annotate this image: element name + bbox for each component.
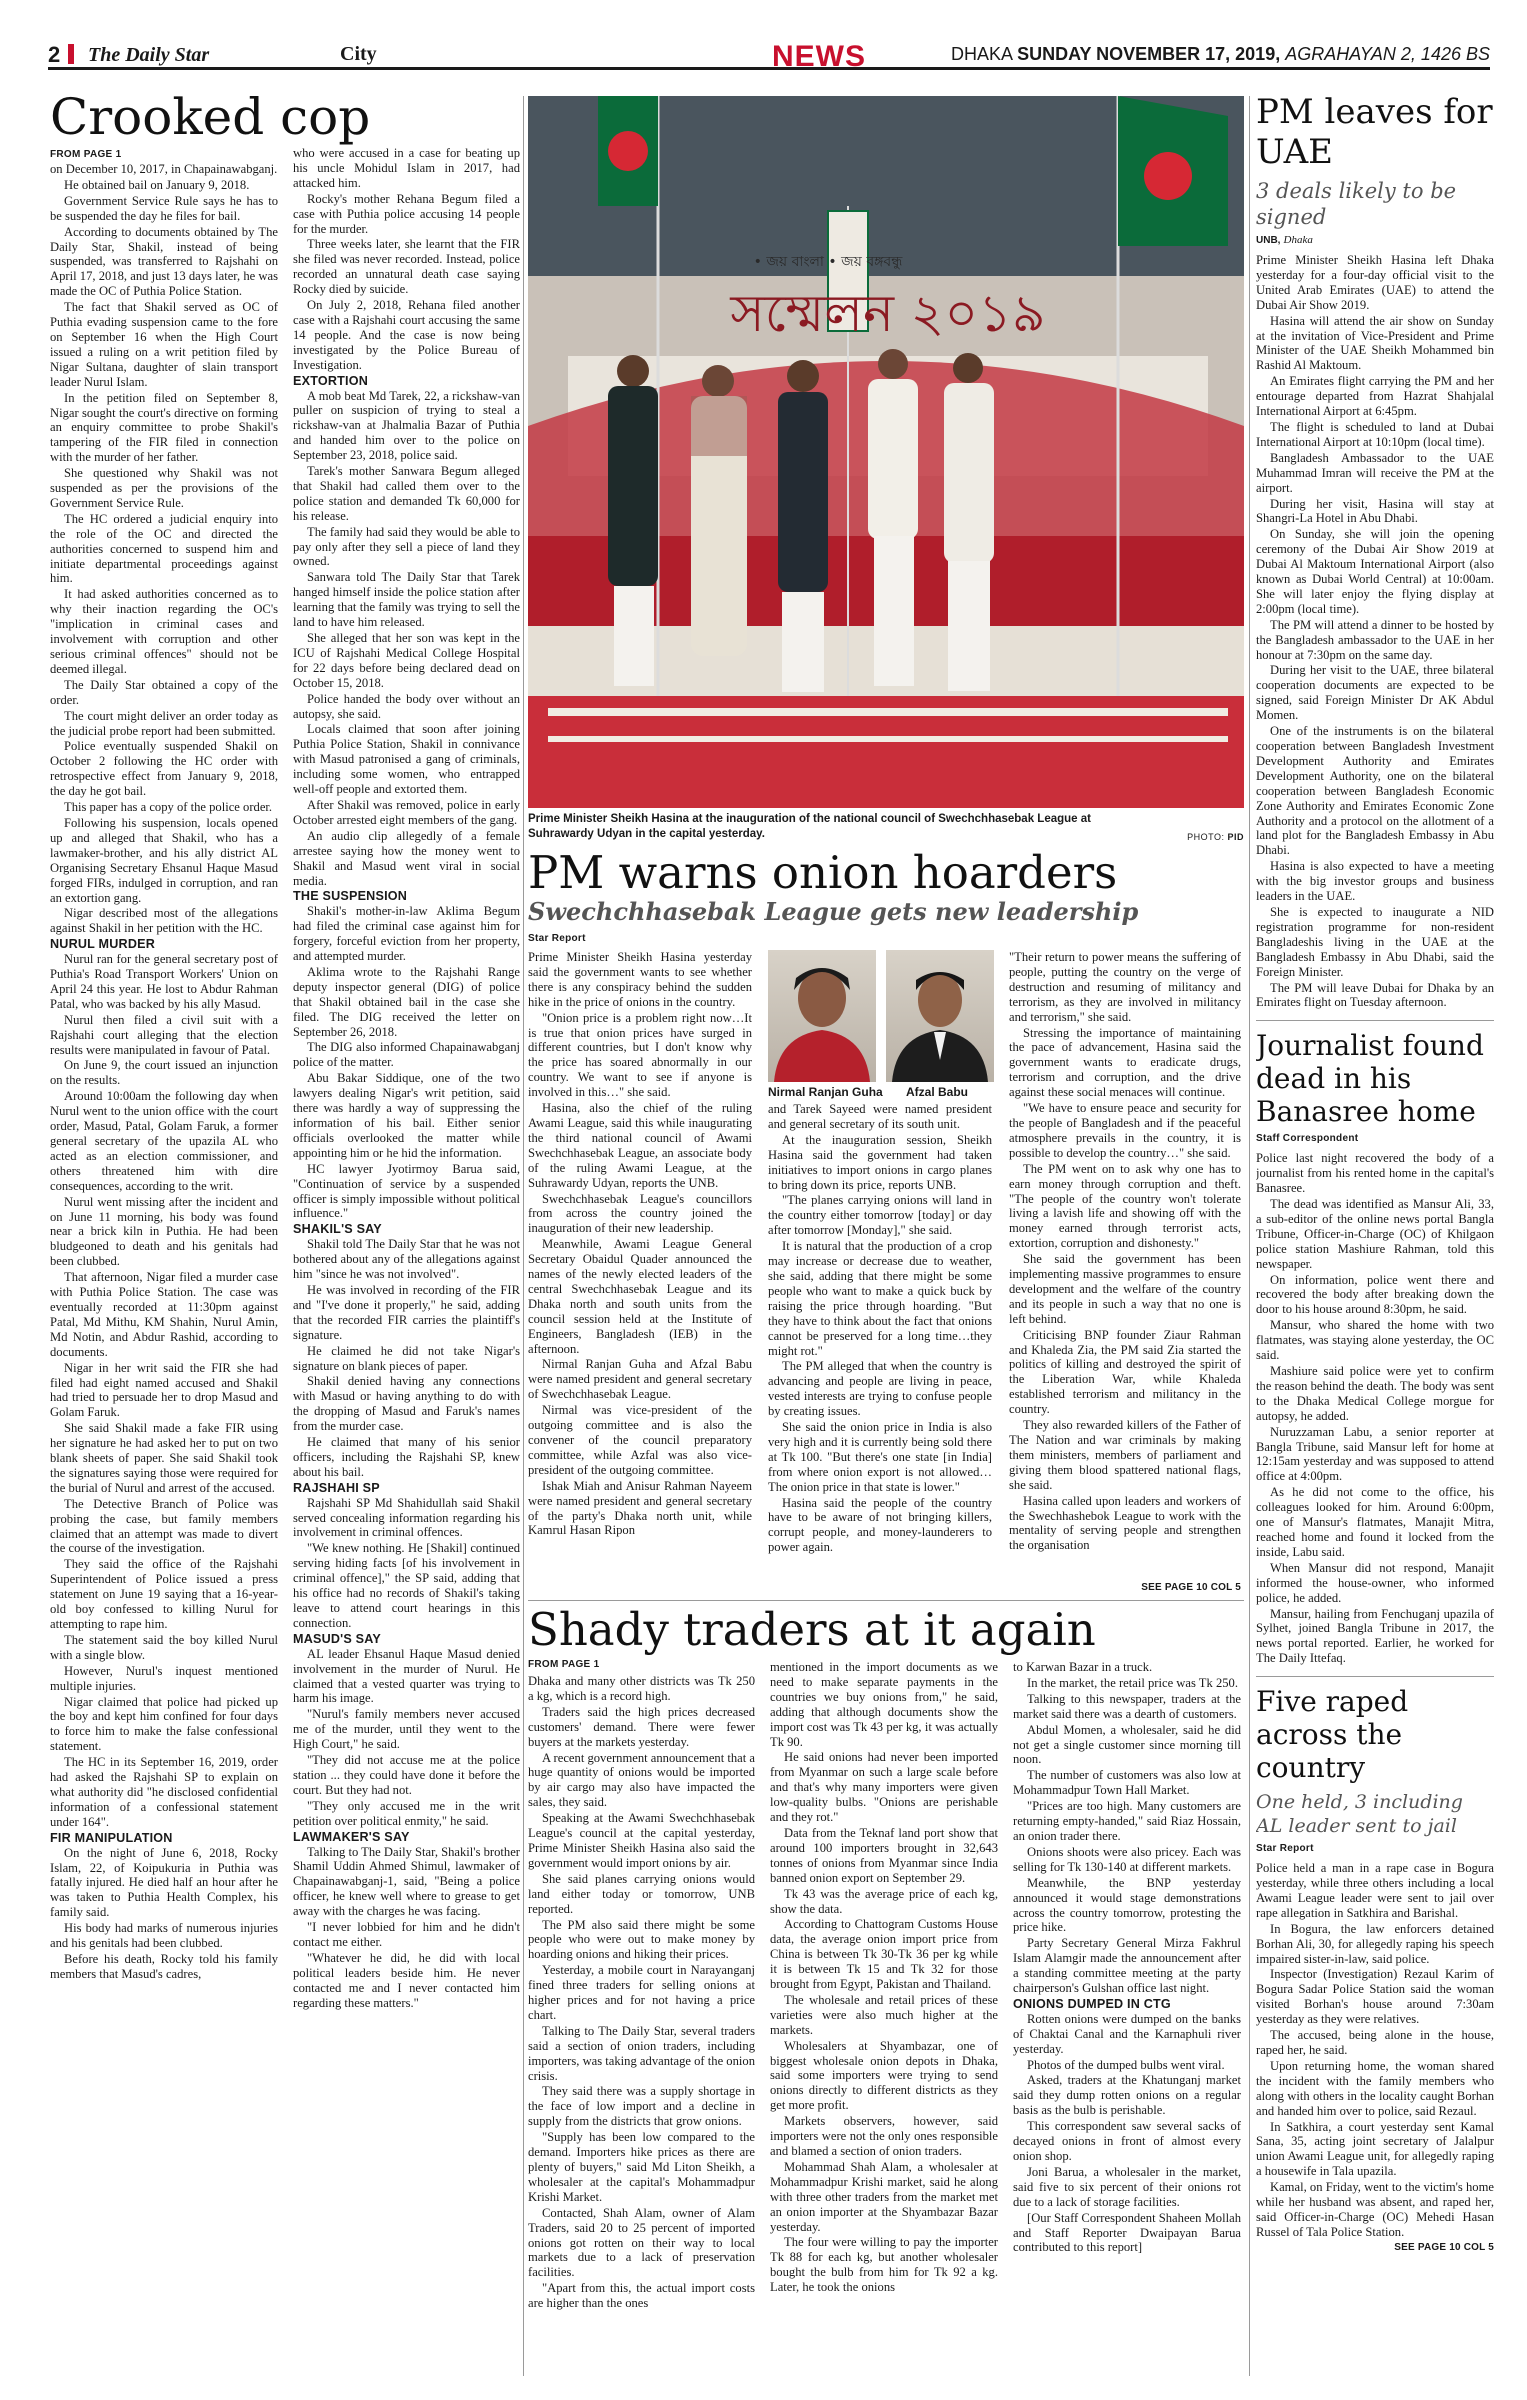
lead-photo xyxy=(528,96,1244,808)
paragraph: They said there was a supply shortage in the face of low import and a decline in supply from the districts that grow onions. xyxy=(528,2084,755,2129)
byline-agency: UNB, xyxy=(1256,235,1281,246)
paragraph: Sanwara told The Daily Star that Tarek hanged himself inside the police station after learning that the family was trying to sell the land to have him released. xyxy=(293,570,520,630)
paragraph: Hasina, also the chief of the ruling Awami League, said this while inaugurating the third national council of Awami Swechchhasebak League, an associate body of the ruling Awami League, at the Suhrawardy Udyan, reports the UNB. xyxy=(528,1101,752,1190)
paragraph: "We knew nothing. He [Shakil] continued serving hiding facts [of his involvement in criminal offence]," the SP said, adding that his office had no records of Shakil's taking leave to attend court hearings in this connection. xyxy=(293,1541,520,1630)
paragraph: Mashiure said police were yet to confirm the reason behind the death. The body was sent to the Dhaka Medical College morgue for autopsy, he added. xyxy=(1256,1364,1494,1423)
headline-journalist: Journalist found dead in his Banasree home xyxy=(1256,1029,1484,1129)
shady-story-head xyxy=(528,1604,1244,1664)
paragraph: The fact that Shakil served as OC of Puthia evading suspension came to the fore on September 16 when the High Court issued a ruling on a writ petition filed by Nigar Sultana, daughter of slain transport leader Nurul Islam. xyxy=(50,300,278,389)
paragraph: Hasina will attend the air show on Sunday at the invitation of Vice-President and Prime Minister of the UAE Sheikh Mohammed bin Rashid Al Maktoum. xyxy=(1256,313,1494,373)
paragraph: to Karwan Bazar in a truck. xyxy=(1013,1660,1153,1674)
paragraph: Police eventually suspended Shakil on October 2 following the HC order with retrospective effect from January 9, 2018, the day he got bail. xyxy=(50,739,278,799)
paragraph: Three weeks later, she learnt that the FIR she filed was never recorded. Instead, police recorded an unnatural death case saying Rocky died by suicide. xyxy=(293,237,520,297)
paragraph: They also rewarded killers of the Father of The Nation and war criminals by making them ministers, members of parliament and giving them blood spattered national flags, she said. xyxy=(1009,1418,1241,1492)
deck-raped: One held, 3 including AL leader sent to jail xyxy=(1256,1791,1463,1838)
paragraph: During her visit to the UAE, three bilateral cooperation documents are expected to be signed, said Foreign Minister Dr AK Abdul Momen. xyxy=(1256,663,1494,723)
shady-column-2 xyxy=(770,1660,998,2376)
paragraph: At the inauguration session, Sheikh Hasina said the government had taken initiatives to import onions in cargo planes to bring down its price, reports UNB. xyxy=(768,1132,992,1192)
paragraph: on December 10, 2017, in Chapainawabganj. xyxy=(50,162,278,176)
paragraph: Aklima wrote to the Rajshahi Range deputy inspector general (DIG) of police that Shakil obtained bail in the case she filed. The DIG received the letter on September 26, 2018. xyxy=(293,964,520,1039)
paragraph: The family had said they would be able to pay only after they sell a piece of land they owned. xyxy=(293,524,520,569)
paragraph: Mansur, hailing from Fenchuganj upazila of Sylhet, joined Bangla Tribune in 2017, the news portal reported. Earlier, he worked for The Daily Ittefaq. xyxy=(1256,1606,1494,1666)
paragraph: However, Nurul's inquest mentioned multiple injuries. xyxy=(50,1663,278,1693)
paragraph: AL leader Ehsanul Haque Masud denied involvement in the murder of Nurul. He claimed that a vested quarter was trying to harm his image. xyxy=(293,1646,520,1706)
paragraph: An Emirates flight carrying the PM and her entourage departed from Hazrat Shahjalal International Airport at 6:45pm. xyxy=(1256,374,1494,419)
uae-body xyxy=(1256,253,1494,1010)
photo-caption xyxy=(528,812,1244,842)
section-subhead: MASUD'S SAY xyxy=(293,1631,382,1646)
paragraph: Mansur, who shared the home with two flatmates, was staying alone yesterday, the OC said. xyxy=(1256,1318,1494,1363)
paragraph: Nuruzzaman Labu, a senior reporter at Bangla Tribune, said Mansur left for home at 12:15am yesterday and was supposed to attend office at 4:00pm. xyxy=(1256,1424,1494,1484)
paragraph: "Supply has been low compared to the demand. Importers hike prices as there are plenty of buyers," said Md Liton Sheikh, a wholesaler at the capital's Mohammadpur Krishi Market. xyxy=(528,2130,755,2204)
paragraph: Talking to The Daily Star, several traders said a section of onion traders, including importers, was taking advantage of the onion crisis. xyxy=(528,2023,755,2083)
paragraph: This correspondent saw several sacks of decayed onions in front of almost every onion shop. xyxy=(1013,2119,1241,2163)
paragraph: Tk 43 was the average price of each kg, show the data. xyxy=(770,1886,998,1916)
paragraph: On the night of June 6, 2018, Rocky Islam, 22, of Koipukuria in Puthia was fatally injured. He died half an hour after he was taken to Puthia Health Complex, his family said. xyxy=(50,1845,278,1920)
paragraph: In the market, the retail price was Tk 250. xyxy=(1027,1675,1238,1690)
paragraph: Asked, traders at the Khatunganj market said they dump rotten onions on a regular basis as the bulb is perishable. xyxy=(1013,2073,1241,2118)
paragraph: Talking to this newspaper, traders at the market said there was a dearth of customers. xyxy=(1013,1691,1241,1721)
onion-column-2 xyxy=(768,1102,992,1594)
headline-shady: Shady traders at it again xyxy=(528,1604,1096,1656)
paragraph: Party Secretary General Mirza Fakhrul Islam Alamgir made the announcement after a standing committee meeting at the party chairperson's Gulshan office last night. xyxy=(1013,1936,1241,1996)
raped-jump-link[interactable]: SEE PAGE 10 COL 5 xyxy=(1394,2241,1494,2253)
paragraph: Stressing the importance of maintaining the pace of advancement, Hasina said the government wants to eradicate drugs, terrorism and corruption, and the drive against these social menaces will continue. xyxy=(1009,1025,1241,1100)
paragraph: Abu Bakar Siddique, one of the two lawyers dealing Nigar's writ petition, said there was hardly a way of suppressing the information of his bail. Either senior officials overlooked the matter while appointing him or he hid the information. xyxy=(293,1071,520,1160)
paragraph: who were accused in a case for beating up his uncle Mohidul Islam in 2017, had attacked him. xyxy=(293,146,520,190)
paragraph: The PM will attend a dinner to be hosted by the Bangladesh ambassador to the UAE in her honour at 7:30pm on the same day. xyxy=(1256,617,1494,662)
paragraph: She said Shakil made a fake FIR using her signature he had asked her to put on two blank sheets of paper. She said Shakil took the signatures saying those were required for the burial of Nurul and arrest of the accused. xyxy=(50,1421,278,1495)
shady-column-1 xyxy=(528,1674,755,2376)
portrait-name-1: Nirmal Ranjan Guha xyxy=(768,1085,883,1099)
paragraph: It is natural that the production of a crop may increase or decrease due to weather, she said, adding that there might be some people who want to make a quick buck by raising the price through hoarding. "But they have to think about the fact that onions cannot be preserved for a long time…they might rot." xyxy=(768,1239,992,1358)
paragraph: That afternoon, Nigar filed a murder case with Puthia Police Station. The case was eventually recorded at 11:30pm against Patal, Md Mithu, KM Shahin, Nurul Amin, Md Notin, and Abdur Rashid, according to documents. xyxy=(50,1270,278,1359)
section-rule xyxy=(1256,1020,1494,1021)
banner-sub-text: • জয় বাংলা • জয় বঙ্গবন্ধু xyxy=(753,254,903,270)
paragraph: Police held a man in a rape case in Bogura yesterday, while three others including a local Awami League leader were sent to jail over rape allegation in Satkhira and Barishal. xyxy=(1256,1861,1494,1920)
paragraph: According to documents obtained by The Daily Star, Shakil, instead of being suspended, was transferred to Rajshahi on April 17, 2018, and just 13 days later, he was made the OC of Puthia Police Station. xyxy=(50,224,278,299)
paragraph: She said the government has been implementing massive programmes to ensure development and the welfare of the country and its people in such a way that no one is left behind. xyxy=(1009,1252,1241,1326)
paragraph: It had asked authorities concerned as to why their inaction regarding the OC's "implication in criminal cases and involvement with corruption and other serious criminal offences" should not be deemed illegal. xyxy=(50,587,278,676)
credit-source: PID xyxy=(1227,832,1244,842)
date-main: SUNDAY NOVEMBER 17, 2019, xyxy=(1017,44,1281,64)
right-rail xyxy=(1256,92,1494,2382)
paragraph: Contacted, Shah Alam, owner of Alam Traders, said 20 to 25 percent of imported onions got rotten on their way to local markets due to a lack of preservation facilities. xyxy=(528,2205,755,2280)
paragraph: She alleged that her son was kept in the ICU of Rajshahi Medical College Hospital for 22 days before being declared dead on October 15, 2018. xyxy=(293,631,520,690)
paragraph: Nurul went missing after the incident and on June 11 morning, his body was found near a brick kiln in Puthia. He had been bludgeoned to death and his genitals had been clubbed. xyxy=(50,1194,278,1269)
paragraph: "I never lobbied for him and he didn't contact me either. xyxy=(293,1920,520,1949)
paragraph: The Daily Star obtained a copy of the order. xyxy=(50,677,278,707)
paragraph: Nirmal Ranjan Guha and Afzal Babu were named president and general secretary of Swechchhasebak League. xyxy=(528,1357,752,1402)
news-label: NEWS xyxy=(772,40,866,73)
paragraph: She said the onion price in India is also very high and it is currently being sold there at Tk 100. "But there's one state [in India] from where onion export is not allowed…The onion price in that state is lower." xyxy=(768,1420,992,1494)
paragraph: The number of customers was also low at Mohammadpur Town Hall Market. xyxy=(1013,1768,1241,1798)
paragraph: Nigar in her writ said the FIR she had filed had eight named accused and Shakil had tried to persuade her to drop Masud and Golam Faruk. xyxy=(50,1360,278,1420)
paragraph: After Shakil was removed, police in early October arrested eight members of the gang. xyxy=(293,797,520,827)
paragraph: Onions shoots were also pricey. Each was selling for Tk 130-140 at different markets. xyxy=(1013,1844,1241,1874)
paragraph: Police handed the body over without an autopsy, she said. xyxy=(293,691,520,721)
paragraph: The wholesale and retail prices of these varieties were also much higher at the markets. xyxy=(770,1992,998,2037)
crooked-cop-column-1 xyxy=(50,162,278,2377)
section-subhead: SHAKIL'S SAY xyxy=(293,1222,382,1237)
paragraph: "The planes carrying onions will land in the country either tomorrow [today] or day after tomorrow [Monday]," she said. xyxy=(768,1193,992,1238)
paragraph: Hasina called upon leaders and workers of the Swechhashebok League to work with the mentality of serving people and strengthen the organisation xyxy=(1009,1493,1241,1553)
paragraph: In Bogura, the law enforcers detained Borhan Ali, 30, for allegedly raping his speech impaired sister-in-law, said police. xyxy=(1256,1921,1494,1966)
paragraph: Prime Minister Sheikh Hasina left Dhaka yesterday for a four-day official visit to the United Arab Emirates (UAE) to attend the Dubai Air Show 2019. xyxy=(1256,253,1494,312)
section-subhead: NURUL MURDER xyxy=(50,937,156,952)
byline-journalist: Staff Correspondent xyxy=(1256,1133,1359,1145)
paragraph: "Whatever he did, he did with local political leaders beside him. He never contacted me and I never contacted him regarding these matters." xyxy=(293,1950,520,2010)
paragraph: Before his death, Rocky told his family members that Masud's cadres, xyxy=(50,1951,278,1981)
paragraph: Prime Minister Sheikh Hasina yesterday said the government wants to see whether there is any conspiracy behind the sudden hike in the price of onions in the country. xyxy=(528,950,752,1009)
paragraph: The DIG also informed Chapainawabganj police of the matter. xyxy=(293,1040,520,1070)
paragraph: She said planes carrying onions would land either today or tomorrow, UNB reported. xyxy=(528,1871,755,1916)
date-bangla: AGRAHAYAN 2, 1426 BS xyxy=(1285,44,1490,64)
dateline xyxy=(951,44,1490,65)
paragraph: Markets observers, however, said importers were not the only ones responsible and blamed a section of onion traders. xyxy=(770,2114,998,2158)
paragraph: "Onion price is a problem right now…It is true that onion prices have surged in different countries, but I don't know why the price has soared abnormally in our country. We want to see if anyone is involved in this…" she said. xyxy=(528,1010,752,1100)
paragraph: The court might deliver an order today as the judicial probe report had been submitted. xyxy=(50,708,278,738)
paragraph: She is expected to inaugurate a NID registration programme for non-resident Bangladeshis living in the UAE at the Bangladesh Embassy in Abu Dhabi, said the Foreign Minister. xyxy=(1256,904,1494,979)
photo-credit xyxy=(1187,832,1244,842)
portrait-name-2: Afzal Babu xyxy=(906,1085,969,1099)
paragraph: The dead was identified as Mansur Ali, 33, a sub-editor of the online news portal Bangla Tribune, Officer-in-Charge (OC) of Khilgaon police station Mashiure Rahman, told this newspaper. xyxy=(1256,1197,1494,1271)
paragraph: She questioned why Shakil was not suspended as per the provisions of the Government Service Rule. xyxy=(50,466,278,510)
column-rule xyxy=(1249,96,1250,2376)
paragraph: Traders said the high prices decreased customers' demand. There were fewer buyers at the markets yesterday. xyxy=(528,1704,755,1749)
paragraph: An audio clip allegedly of a female arrestee saying how the money went to Shakil and Masud went viral in social media. xyxy=(293,828,520,888)
section-rule xyxy=(528,1600,1244,1601)
paragraph: A mob beat Md Tarek, 22, a rickshaw-van puller on suspicion of trying to steal a rickshaw-van at Jhalmalia Bazar of Puthia and handed him over to the police on September 23, 2018, police said. xyxy=(293,388,520,463)
paragraph: Nirmal was vice-president of the outgoing committee and is also the convener of the council preparatory committee, while Azfal was also vice-president of the outgoing committee. xyxy=(528,1403,752,1477)
byline-place: Dhaka xyxy=(1283,234,1313,246)
raped-body xyxy=(1256,1861,1494,2240)
paragraph: Speaking at the Awami Swechchhasebak League's council at the capital yesterday, Prime Minister Sheikh Hasina also said the government would import onions by air. xyxy=(528,1811,755,1870)
paragraph: Wholesalers at Shyambazar, one of biggest wholesale onion depots in Dhaka, said some importers were trying to send onions directly to different districts as they get more profit. xyxy=(770,2038,998,2113)
paragraph: Inspector (Investigation) Rezaul Karim of Bogura Sadar Police Station said the woman visited Borhan's house around 7:30am yesterday as they were relatives. xyxy=(1256,1967,1494,2027)
paragraph: mentioned in the import documents as we need to make separate payments in the countries we buy onions from," he said, adding that although documents show the import cost was Tk 43 per kg, it was actually Tk 90. xyxy=(770,1660,998,1749)
paragraph: He claimed he did not take Nigar's signature on blank pieces of paper. xyxy=(293,1343,520,1373)
section-subhead: RAJSHAHI SP xyxy=(293,1480,380,1495)
paragraph: Shakil denied having any connections with Masud or having anything to do with the dropping of Masud and Faruk's names from the murder case. xyxy=(293,1374,520,1434)
byline-raped: Star Report xyxy=(1256,1843,1314,1855)
deck-onion: Swechchhasebak League gets new leadership xyxy=(528,897,1139,926)
paragraph: Bangladesh Ambassador to the UAE Muhammad Imran will receive the PM at the airport. xyxy=(1256,450,1494,495)
paper-logo: The Daily Star xyxy=(88,44,210,66)
paragraph: Locals claimed that soon after joining Puthia Police Station, Shakil in connivance with Masud patronised a gang of criminals, including some women, who entrapped well-off people and extorted them. xyxy=(293,722,520,797)
section-subhead: ONIONS DUMPED IN CTG xyxy=(1013,1996,1171,2011)
paragraph: "Their return to power means the suffering of people, putting the country on the verge of destruction and resuming of militancy and terrorism, as they are involved in militancy and terrorism," she said. xyxy=(1009,950,1241,1024)
crooked-cop-column-2 xyxy=(293,146,520,2376)
paragraph: Ishak Miah and Anisur Rahman Nayeem were named president and general secretary of the party's Dhaka north unit, while Kamrul Hasan Ripon xyxy=(528,1478,752,1538)
paragraph: Around 10:00am the following day when Nurul went to the union office with the court order, Masud, Patal, Golam Faruk, a former general secretary of the upazila AL who acted as an election commissioner, and others threatened him with dire consequences, according to the writ. xyxy=(50,1089,278,1193)
page-number: 2 xyxy=(48,42,61,67)
onion-column-3 xyxy=(1009,950,1241,1580)
shady-from xyxy=(528,1658,758,1674)
paragraph: This paper has a copy of the police order. xyxy=(64,800,273,815)
paragraph: One of the instruments is on the bilateral cooperation between Bangladesh Investment Development Authority and Emirates Development Authority, one on the bilateral cooperation between Bangladesh Economic Zone Authority and Emirates Economic Zone Authority and a protocol on the allotment of a land plot for the Bangladesh Embassy in Abu Dhabi. xyxy=(1256,724,1494,858)
paragraph: Shakil told The Daily Star that he was not bothered about any of the allegations against him "since he was not involved". xyxy=(293,1237,520,1282)
column-rule xyxy=(523,96,524,2376)
paragraph: According to Chattogram Customs House data, the average onion import price from China is between Tk 30-Tk 36 per kg while it is between Tk 15 and Tk 32 for those brought from Egypt, Pakistan and Thailand. xyxy=(770,1917,998,1992)
paragraph: "They did not accuse me at the police station ... they could have done it before the court. But they had not. xyxy=(293,1753,520,1797)
byline-uae xyxy=(1256,234,1494,247)
paragraph: Mohammad Shah Alam, a wholesaler at Mohammadpur Krishi market, said he along with three other traders from the market met an onion importer at the Shyambazar Bazar yesterday. xyxy=(770,2159,998,2234)
paragraph: The Detective Branch of Police was probing the case, but family members claimed that an attempt was made to divert the course of the investigation. xyxy=(50,1496,278,1556)
paragraph: As he did not come to the office, his colleagues looked for him. Around 6:00pm, one of Mansur's flatmates, Manajit Mitra, reached home and found it locked from the inside, Labu said. xyxy=(1256,1485,1494,1559)
section-subhead: LAWMAKER'S SAY xyxy=(293,1829,410,1844)
paragraph: Meanwhile, Awami League General Secretary Obaidul Quader announced the names of the newly elected leaders of the central Swechchhasebak League and its Dhaka north and south units from the council session held at the Institute of Engineers, Bangladesh (IEB) in the afternoon. xyxy=(528,1237,752,1356)
paragraph: and Tarek Sayeed were named president and general secretary of its south unit. xyxy=(768,1102,992,1131)
paragraph: Police last night recovered the body of a journalist from his rented home in the capital's Banasree. xyxy=(1256,1151,1494,1196)
paragraph: [Our Staff Correspondent Shaheen Mollah and Staff Reporter Dwaipayan Barua contributed to this report] xyxy=(1013,2210,1241,2255)
paragraph: The HC ordered a judicial enquiry into the role of the OC and directed the authorities concerned to suspend him and initiate departmental proceedings against him. xyxy=(50,511,278,586)
paragraph: The flight is scheduled to land at Dubai International Airport at 10:10pm (local time). xyxy=(1256,419,1494,449)
jump-from-label: FROM PAGE 1 xyxy=(528,1659,600,1670)
paragraph: Joni Barua, a wholesaler in the market, said five to six percent of their onions rot due to a lack of storage facilities. xyxy=(1013,2164,1241,2209)
paragraph: "We have to ensure peace and security for the people of Bangladesh and if the peaceful atmosphere prevails in the country, it is possible to develop the country…" she said. xyxy=(1009,1101,1241,1160)
photo-illustration xyxy=(528,96,1244,808)
paragraph: Rotten onions were dumped on the banks of Chaktai Canal and the Karnaphuli river yesterday. xyxy=(1013,2011,1241,2056)
paragraph: Tarek's mother Sanwara Begum alleged that Shakil had called them over to the police station and demanded Tk 60,000 for his release. xyxy=(293,464,520,523)
paragraph: Talking to The Daily Star, Shakil's brother Shamil Uddin Ahmed Shimul, lawmaker of Chapainawabganj-1, said, "Being a police officer, he knew well where to grease to get away with the charges he was facing. xyxy=(293,1844,520,1919)
paragraph: The PM will leave Dubai for Dhaka by an Emirates flight on Tuesday afternoon. xyxy=(1256,980,1494,1010)
byline-onion: Star Report xyxy=(528,933,586,944)
paragraph: The accused, being alone in the house, raped her, he said. xyxy=(1256,2028,1494,2057)
section-subhead: EXTORTION xyxy=(293,373,369,388)
section-subhead: THE SUSPENSION xyxy=(293,889,408,904)
paragraph: "Apart from this, the actual import costs are higher than the ones xyxy=(528,2281,755,2311)
paragraph: Government Service Rule says he has to be suspended the day he files for bail. xyxy=(50,193,278,223)
paragraph: When Mansur did not respond, Manajit informed the house-owner, who informed police, he added. xyxy=(1256,1560,1494,1605)
jump-from-label: FROM PAGE 1 xyxy=(50,149,122,160)
paragraph: Following his suspension, locals opened up and alleged that Shakil, who has a lawmaker-brother, and his ally district AL Organising Secretary Ehsanul Haque Masud forged FIRs, indulged in corruption, and ran an extortion gang. xyxy=(50,815,278,905)
paragraph: He said onions had never been imported from Myanmar on such a large scale before and that's why many importers were given low-quality bulbs. "Onions are perishable and they rot." xyxy=(770,1750,998,1825)
paragraph: Nigar claimed that police had picked up the boy and kept him confined for four days to force him to make the false confessional statement. xyxy=(50,1694,278,1754)
headline-onion: PM warns onion hoarders xyxy=(528,848,1118,899)
paragraph: "They only accused me in the writ petition over political enmity," he said. xyxy=(293,1798,520,1828)
paragraph: Photos of the dumped bulbs went viral. xyxy=(1027,2057,1225,2072)
paragraph: Nurul ran for the general secretary post of Puthia's Road Transport Workers' Union on April 24 this year. He lost to Abdur Rahman Patal, who was backed by his ally Masud. xyxy=(50,952,278,1011)
paragraph: Upon returning home, the woman shared the incident with the family members who along with others in the locality caught Borhan and handed him over to police, said Rezaul. xyxy=(1256,2058,1494,2118)
date-city: DHAKA xyxy=(951,44,1013,64)
page-marker-bar xyxy=(68,44,74,64)
paragraph: In the petition filed on September 8, Nigar sought the court's directive on forming an enquiry committee to probe Shakil's tampering of the FIR filed in connection with the murder of her father. xyxy=(50,390,278,465)
paragraph: Kamal, on Friday, went to the victim's home while her husband was absent, and raped her, said Officer-in-Charge (OC) Mehedi Hasan Russel of Tala Police Station. xyxy=(1256,2180,1494,2239)
paragraph: He was involved in recording of the FIR and "I've done it properly," he said, adding that the recorded FIR carries the plaintiff's signature. xyxy=(293,1282,520,1342)
onion-story-head xyxy=(528,848,1244,958)
paragraph: His body had marks of numerous injuries and his genitals had been clubbed. xyxy=(50,1921,278,1951)
paragraph: The four were willing to pay the importer Tk 88 for each kg, but another wholesaler bought the bulb from him for Tk 92 a kg. Later, he took the onions xyxy=(770,2235,998,2295)
paragraph: "Prices are too high. Many customers are returning empty-handed," said Riaz Hossain, an onion trader there. xyxy=(1013,1799,1241,1843)
paragraph: The PM alleged that when the country is advancing and people are living in peace, vested interests are trying to confuse people by creating issues. xyxy=(768,1359,992,1419)
paragraph: He claimed that many of his senior officers, including the Rajshahi SP, knew about his bail. xyxy=(293,1435,520,1479)
banner-main-text: সম্মেলন ২০১৯ xyxy=(730,284,1046,344)
headline-crooked-cop: Crooked cop xyxy=(50,90,371,146)
paragraph: The HC in its September 16, 2019, order had asked the Rajshahi SP to explain on what authority did "he disclosed confidential information of a confessional statement under 164". xyxy=(50,1755,278,1829)
paragraph: Nurul then filed a civil suit with a Rajshahi court alleging that the election results were manipulated in favour of Patal. xyxy=(50,1012,278,1057)
paragraph: Data from the Teknaf land port show that around 100 importers brought in 32,643 tonnes of onions from Myanmar since India banned onion export on September 29. xyxy=(770,1825,998,1885)
paragraph: Rocky's mother Rehana Begum filed a case with Puthia police accusing 14 people for the murder. xyxy=(293,191,520,236)
paragraph: HC lawyer Jyotirmoy Barua said, "Continuation of service by a suspended officer is simply impossible without political influence." xyxy=(293,1161,520,1221)
portrait-nirmal xyxy=(768,950,876,1082)
paragraph: The statement said the boy killed Nurul with a single blow. xyxy=(50,1632,278,1662)
paragraph: Hasina said the people of the country have to be aware of not bringing killers, corrupt people, and money-launderers to power again. xyxy=(768,1495,992,1555)
paragraph: Dhaka and many other districts was Tk 250 a kg, which is a record high. xyxy=(528,1674,755,1703)
paragraph: On Sunday, she will join the opening ceremony of the Dubai Air Show 2019 at Dubai Al Maktoum International Airport (also known as Dubai World Central) at 10:00am. She will later enjoy the flying display at 2:00pm (local time). xyxy=(1256,527,1494,616)
paragraph: Hasina is also expected to have a meeting with the big investor groups and business leaders in the UAE. xyxy=(1256,859,1494,904)
paragraph: On July 2, 2018, Rehana filed another case with a Rajshahi court accusing the same 14 people. And the case is now being investigated by the Police Bureau of Investigation. xyxy=(293,298,520,372)
paragraph: Rajshahi SP Md Shahidullah said Shakil served concealing information regarding his involvement in criminal offences. xyxy=(293,1495,520,1540)
portrait-afzal xyxy=(886,950,994,1082)
caption-text: Prime Minister Sheikh Hasina at the inauguration of the national council of Swechchhasebak League at Suhrawardy Udyan in the capital yesterday. xyxy=(528,813,1091,840)
paragraph: Abdul Momen, a wholesaler, said he did not get a single customer since morning till noon. xyxy=(1013,1722,1241,1767)
paragraph: They said the office of the Rajshahi Superintendent of Police issued a press statement on June 19 saying that a 16-year-old boy confessed to killing Nurul for attempting to rape him. xyxy=(50,1557,278,1631)
paragraph: Shakil's mother-in-law Aklima Begum had filed the criminal case against him for forgery, forceful eviction from her property, and attempted murder. xyxy=(293,904,520,964)
paragraph: A recent government announcement that a huge quantity of onions would be imported by air cargo may also have impacted the sales, they said. xyxy=(528,1750,755,1810)
paragraph: In Satkhira, a court yesterday sent Kamal Sana, 35, acting joint secretary of Jalalpur union Awami League unit, for allegedly raping a housewife in Tala upazila. xyxy=(1256,2119,1494,2179)
paragraph: "Nurul's family members never accused me of the murder, until they went to the High Court," he said. xyxy=(293,1707,520,1752)
paragraph: Meanwhile, the BNP yesterday announced it would stage demonstrations across the country tomorrow, protesting the price hike. xyxy=(1013,1875,1241,1935)
masthead xyxy=(48,40,1490,73)
headline-raped: Five raped across the country xyxy=(1256,1685,1409,1785)
credit-label: PHOTO: xyxy=(1187,832,1225,842)
journalist-body xyxy=(1256,1151,1494,1666)
paragraph: Swechchhasebak League's councillors from across the country joined the inauguration of their new leadership. xyxy=(528,1191,752,1236)
paragraph: Criticising BNP founder Ziaur Rahman and Khaleda Zia, the PM said Zia started the politics of killing and destroyed the spirit of the Liberation War, while Khaleda established terrorism and militancy in the country. xyxy=(1009,1327,1241,1417)
paragraph: The PM went on to ask why one has to earn money through corruption and theft. "The people of the country won't tolerate living a lavish life and showing off with the money earned through terrorist acts, extortion, corruption and dishonesty." xyxy=(1009,1161,1241,1251)
deck-uae: 3 deals likely to be signed xyxy=(1256,179,1457,229)
paragraph: On June 9, the court issued an injunction on the results. xyxy=(50,1058,278,1088)
paragraph: On information, police went there and recovered the body after breaking down the door to his house around 8:30pm, he said. xyxy=(1256,1272,1494,1317)
onion-jump-link[interactable]: SEE PAGE 10 COL 5 xyxy=(1141,1582,1241,1593)
section-rule xyxy=(1256,1676,1494,1677)
paragraph: Nigar described most of the allegations against Shakil in her petition with the HC. xyxy=(50,906,278,936)
paragraph: Yesterday, a mobile court in Narayanganj fined three traders for selling onions at higher prices and for not having a price chart. xyxy=(528,1963,755,2022)
onion-column-1 xyxy=(528,950,752,1590)
paragraph: He obtained bail on January 9, 2018. xyxy=(64,177,250,192)
section-label: City xyxy=(340,43,377,65)
headline-uae: PM leaves for UAE xyxy=(1256,92,1493,172)
section-subhead: FIR MANIPULATION xyxy=(50,1830,173,1845)
paragraph: During her visit, Hasina will stay at Shangri-La Hotel in Abu Dhabi. xyxy=(1256,496,1494,526)
shady-column-3 xyxy=(1013,1660,1241,2376)
paragraph: The PM also said there might be some people who were out to make money by hoarding onions and hiking their prices. xyxy=(528,1917,755,1962)
